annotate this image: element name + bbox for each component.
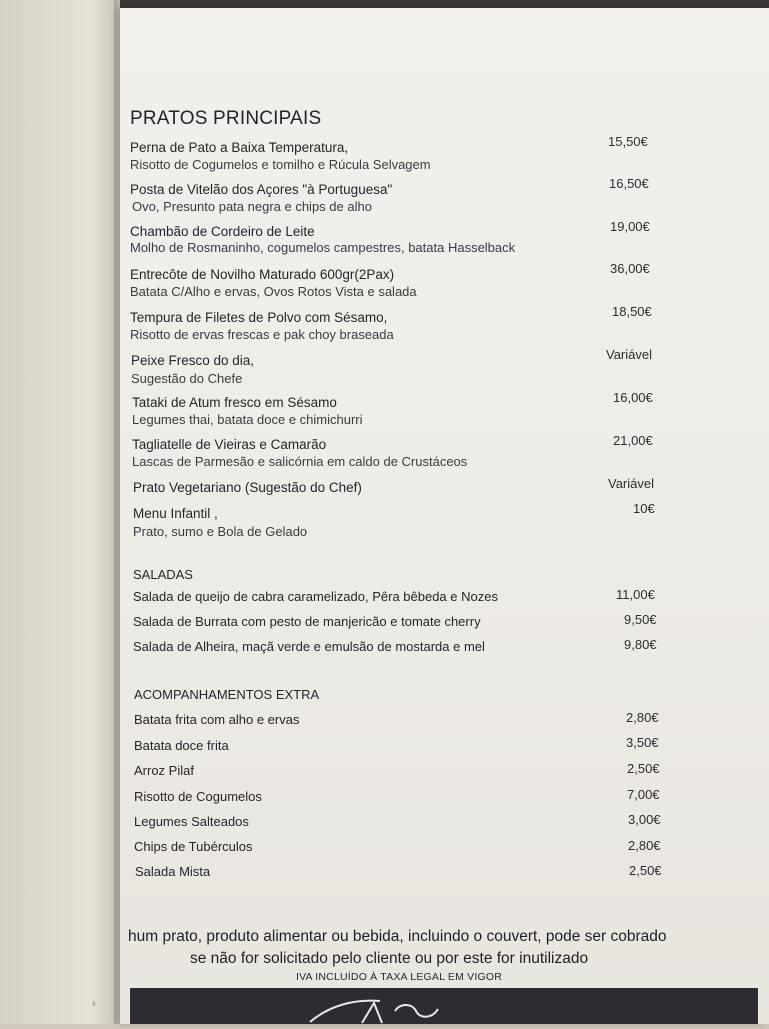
dish-desc: Batata C/Alho e ervas, Ovos Rotos Vista e salada — [130, 284, 417, 299]
dish-price: 18,50€ — [612, 304, 652, 319]
side-price: 2,80€ — [628, 838, 661, 853]
dish-name: Tagliatelle de Vieiras e Camarão — [132, 437, 327, 452]
side-name: Arroz Pilaf — [134, 763, 194, 778]
side-name: Legumes Salteados — [134, 814, 249, 829]
dish-desc: Sugestão do Chefe — [131, 371, 243, 386]
dish-desc: Lascas de Parmesão e salicórnia em caldo de Crustáceos — [132, 454, 468, 469]
side-price: 2,80€ — [626, 710, 659, 725]
dish-name: Tempura de Filetes de Polvo com Sésamo, — [130, 310, 388, 325]
dish-price: 16,50€ — [609, 176, 649, 191]
dish-name: Tataki de Atum fresco em Sésamo — [132, 395, 337, 410]
dish-price: Variável — [608, 476, 655, 491]
dish-price: 21,00€ — [613, 433, 653, 448]
side-name: Risotto de Cogumelos — [134, 789, 262, 804]
salad-price: 11,00€ — [616, 587, 655, 602]
left-page-edge — [0, 0, 128, 1024]
dish-desc: Ovo, Presunto pata negra e chips de alho — [132, 199, 372, 214]
dish-name: Chambão de Cordeiro de Leite — [130, 224, 315, 239]
dish-desc: Risotto de Cogumelos e tomilho e Rúcula Selvagem — [130, 157, 431, 172]
dish-price: 36,00€ — [610, 261, 650, 276]
dish-price: 15,50€ — [608, 134, 648, 149]
side-name: Batata doce frita — [134, 738, 229, 753]
dish-name: Perna de Pato a Baixa Temperatura, — [130, 140, 349, 155]
dish-price: 19,00€ — [610, 219, 650, 234]
dish-name: Prato Vegetariano (Sugestão do Chef) — [133, 480, 362, 495]
side-name: Salada Mista — [135, 864, 211, 879]
dish-desc: Prato, sumo e Bola de Gelado — [133, 524, 308, 539]
dish-name: Peixe Fresco do dia, — [131, 353, 255, 368]
side-price: 2,50€ — [627, 761, 660, 776]
dish-name: Menu Infantil , — [133, 506, 218, 521]
side-name: Chips de Tubérculos — [134, 839, 253, 854]
salad-name: Salada de Alheira, maçã verde e emulsão de mostarda e mel — [133, 639, 485, 654]
page-smudge: ء — [92, 998, 97, 1008]
dish-desc: Risotto de ervas frescas e pak choy braseada — [130, 327, 394, 342]
dish-desc: Legumes thai, batata doce e chimichurri — [132, 412, 363, 427]
notice-line-1: hum prato, produto alimentar ou bebida, incluindo o couvert, pode ser cobrado — [128, 928, 667, 945]
dish-name: Posta de Vitelão dos Açores "à Portuguesa" — [130, 182, 393, 197]
dish-price: 10€ — [633, 501, 655, 516]
salad-name: Salada de Burrata com pesto de manjericão e tomate cherry — [133, 614, 481, 629]
side-price: 3,00€ — [628, 812, 661, 827]
section-title-main: PRATOS PRINCIPAIS — [130, 108, 322, 129]
side-price: 3,50€ — [626, 735, 659, 750]
side-price: 2,50€ — [629, 863, 662, 878]
section-title-sides: ACOMPANHAMENTOS EXTRA — [134, 687, 320, 702]
vat-notice: IVA INCLUÍDO À TAXA LEGAL EM VIGOR — [296, 971, 502, 983]
dish-name: Entrecôte de Novilho Maturado 600gr(2Pax) — [130, 267, 395, 282]
dish-price: 16,00€ — [613, 390, 653, 405]
salad-price: 9,50€ — [624, 612, 657, 627]
side-name: Batata frita com alho e ervas — [134, 712, 300, 727]
salad-price: 9,80€ — [624, 637, 657, 652]
notice-line-2: se não for solicitado pelo cliente ou por este for inutilizado — [190, 950, 589, 967]
section-title-salads: SALADAS — [133, 567, 193, 582]
salad-name: Salada de queijo de cabra caramelizado, Pêra bêbeda e Nozes — [133, 589, 498, 604]
dish-price: Variável — [606, 347, 653, 362]
dish-desc: Molho de Rosmaninho, cogumelos campestres, batata Hasselback — [130, 240, 516, 255]
side-price: 7,00€ — [627, 787, 660, 802]
